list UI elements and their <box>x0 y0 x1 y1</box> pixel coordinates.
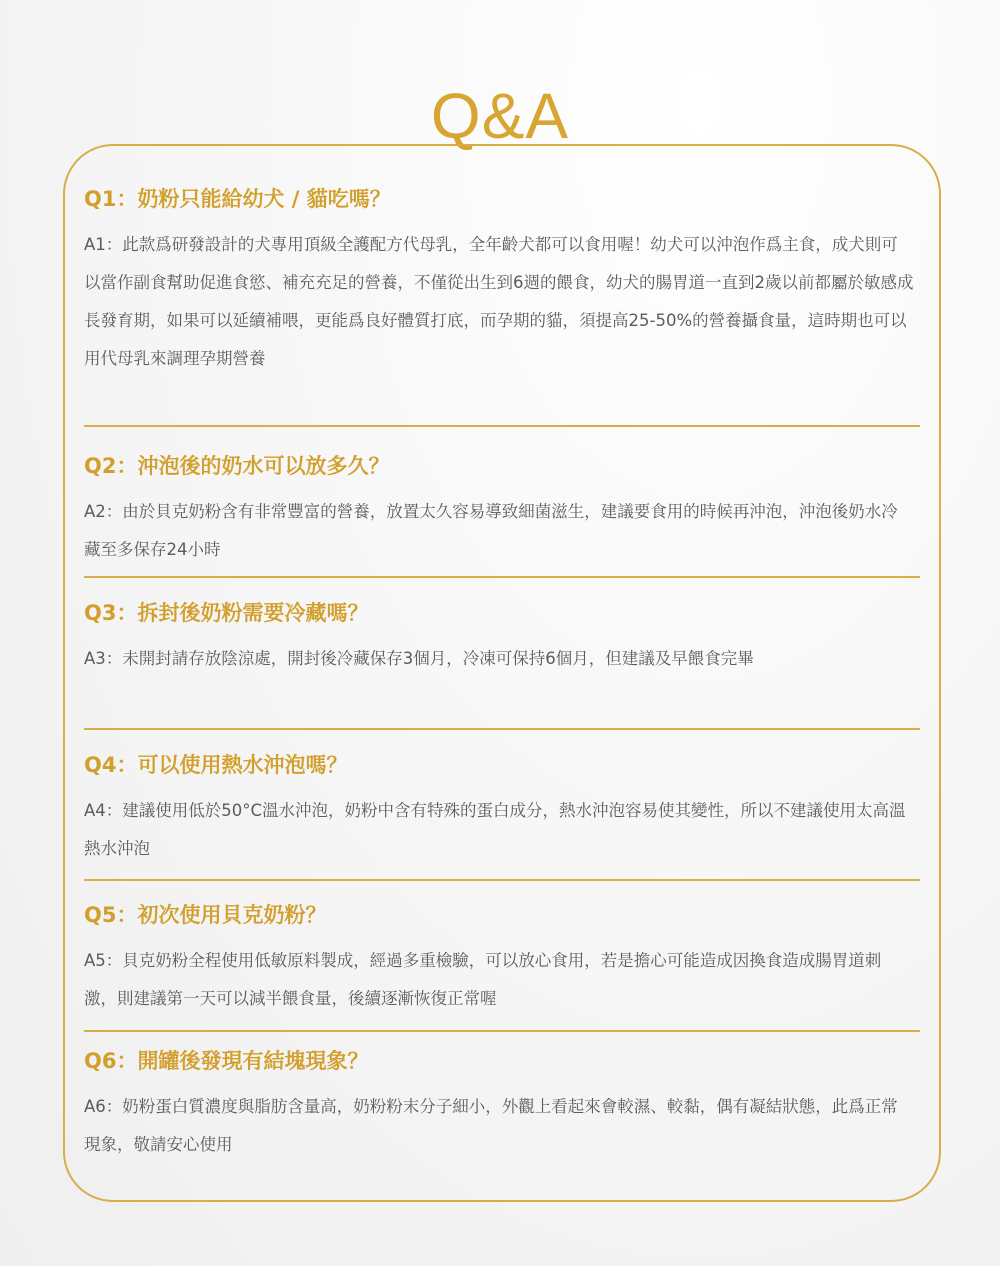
divider-1 <box>84 425 920 427</box>
answer-2: A2：由於貝克奶粉含有非常豐富的營養，放置太久容易導致細菌滋生，建議要食用的時候再沖泡，沖泡後奶水冷藏至多保存24小時 <box>84 502 898 559</box>
answer-3: A3：未開封請存放陰涼處，開封後冷藏保存3個月，冷凍可保持6個月，但建議及早餵食完畢 <box>84 649 754 668</box>
question-1: Q1：奶粉只能給幼犬 / 貓吃嗎？ <box>84 187 391 211</box>
qa-item-3 <box>84 598 920 678</box>
divider-5 <box>84 1030 920 1032</box>
divider-4 <box>84 879 920 881</box>
answer-1: A1：此款爲研發設計的犬專用頂級全護配方代母乳，全年齡犬都可以食用喔！幼犬可以沖泡作爲主食，成犬則可以當作副食幫助促進食慾、補充充足的營養，不僅從出生到6週的餵食，幼犬的腸胃道一直到2歲以前都屬於敏感成長發育期，如果可以延續補喂，更能爲良好體質打底，而孕期的貓，須提高25-50%的營養攝食量，這時期也可以用代母乳來調理孕期營養 <box>84 235 914 368</box>
answer-6: A6：奶粉蛋白質濃度與脂肪含量高，奶粉粉末分子細小，外觀上看起來會較濕、較黏，偶有凝結狀態，此爲正常現象，敬請安心使用 <box>84 1097 898 1154</box>
question-6: Q6：開罐後發現有結塊現象？ <box>84 1049 369 1073</box>
divider-3 <box>84 728 920 730</box>
page-title: Q&A <box>430 79 570 152</box>
qa-item-4 <box>84 750 920 868</box>
qa-item-2 <box>84 451 920 569</box>
question-3: Q3：拆封後奶粉需要冷藏嗎？ <box>84 601 369 625</box>
question-5: Q5：初次使用貝克奶粉？ <box>84 903 327 927</box>
answer-4: A4：建議使用低於50°C溫水沖泡，奶粉中含有特殊的蛋白成分，熱水沖泡容易使其變性，所以不建議使用太高溫熱水沖泡 <box>84 801 906 858</box>
qa-item-6 <box>84 1046 920 1164</box>
question-2: Q2：沖泡後的奶水可以放多久？ <box>84 454 390 478</box>
question-4: Q4：可以使用熱水沖泡嗎？ <box>84 753 348 777</box>
answer-5: A5：貝克奶粉全程使用低敏原料製成，經過多重檢驗，可以放心食用，若是擔心可能造成因換食造成腸胃道刺激，則建議第一天可以減半餵食量，後續逐漸恢復正常喔 <box>84 951 882 1008</box>
divider-2 <box>84 576 920 578</box>
qa-item-5 <box>84 900 920 1018</box>
qa-item-1 <box>84 184 920 378</box>
